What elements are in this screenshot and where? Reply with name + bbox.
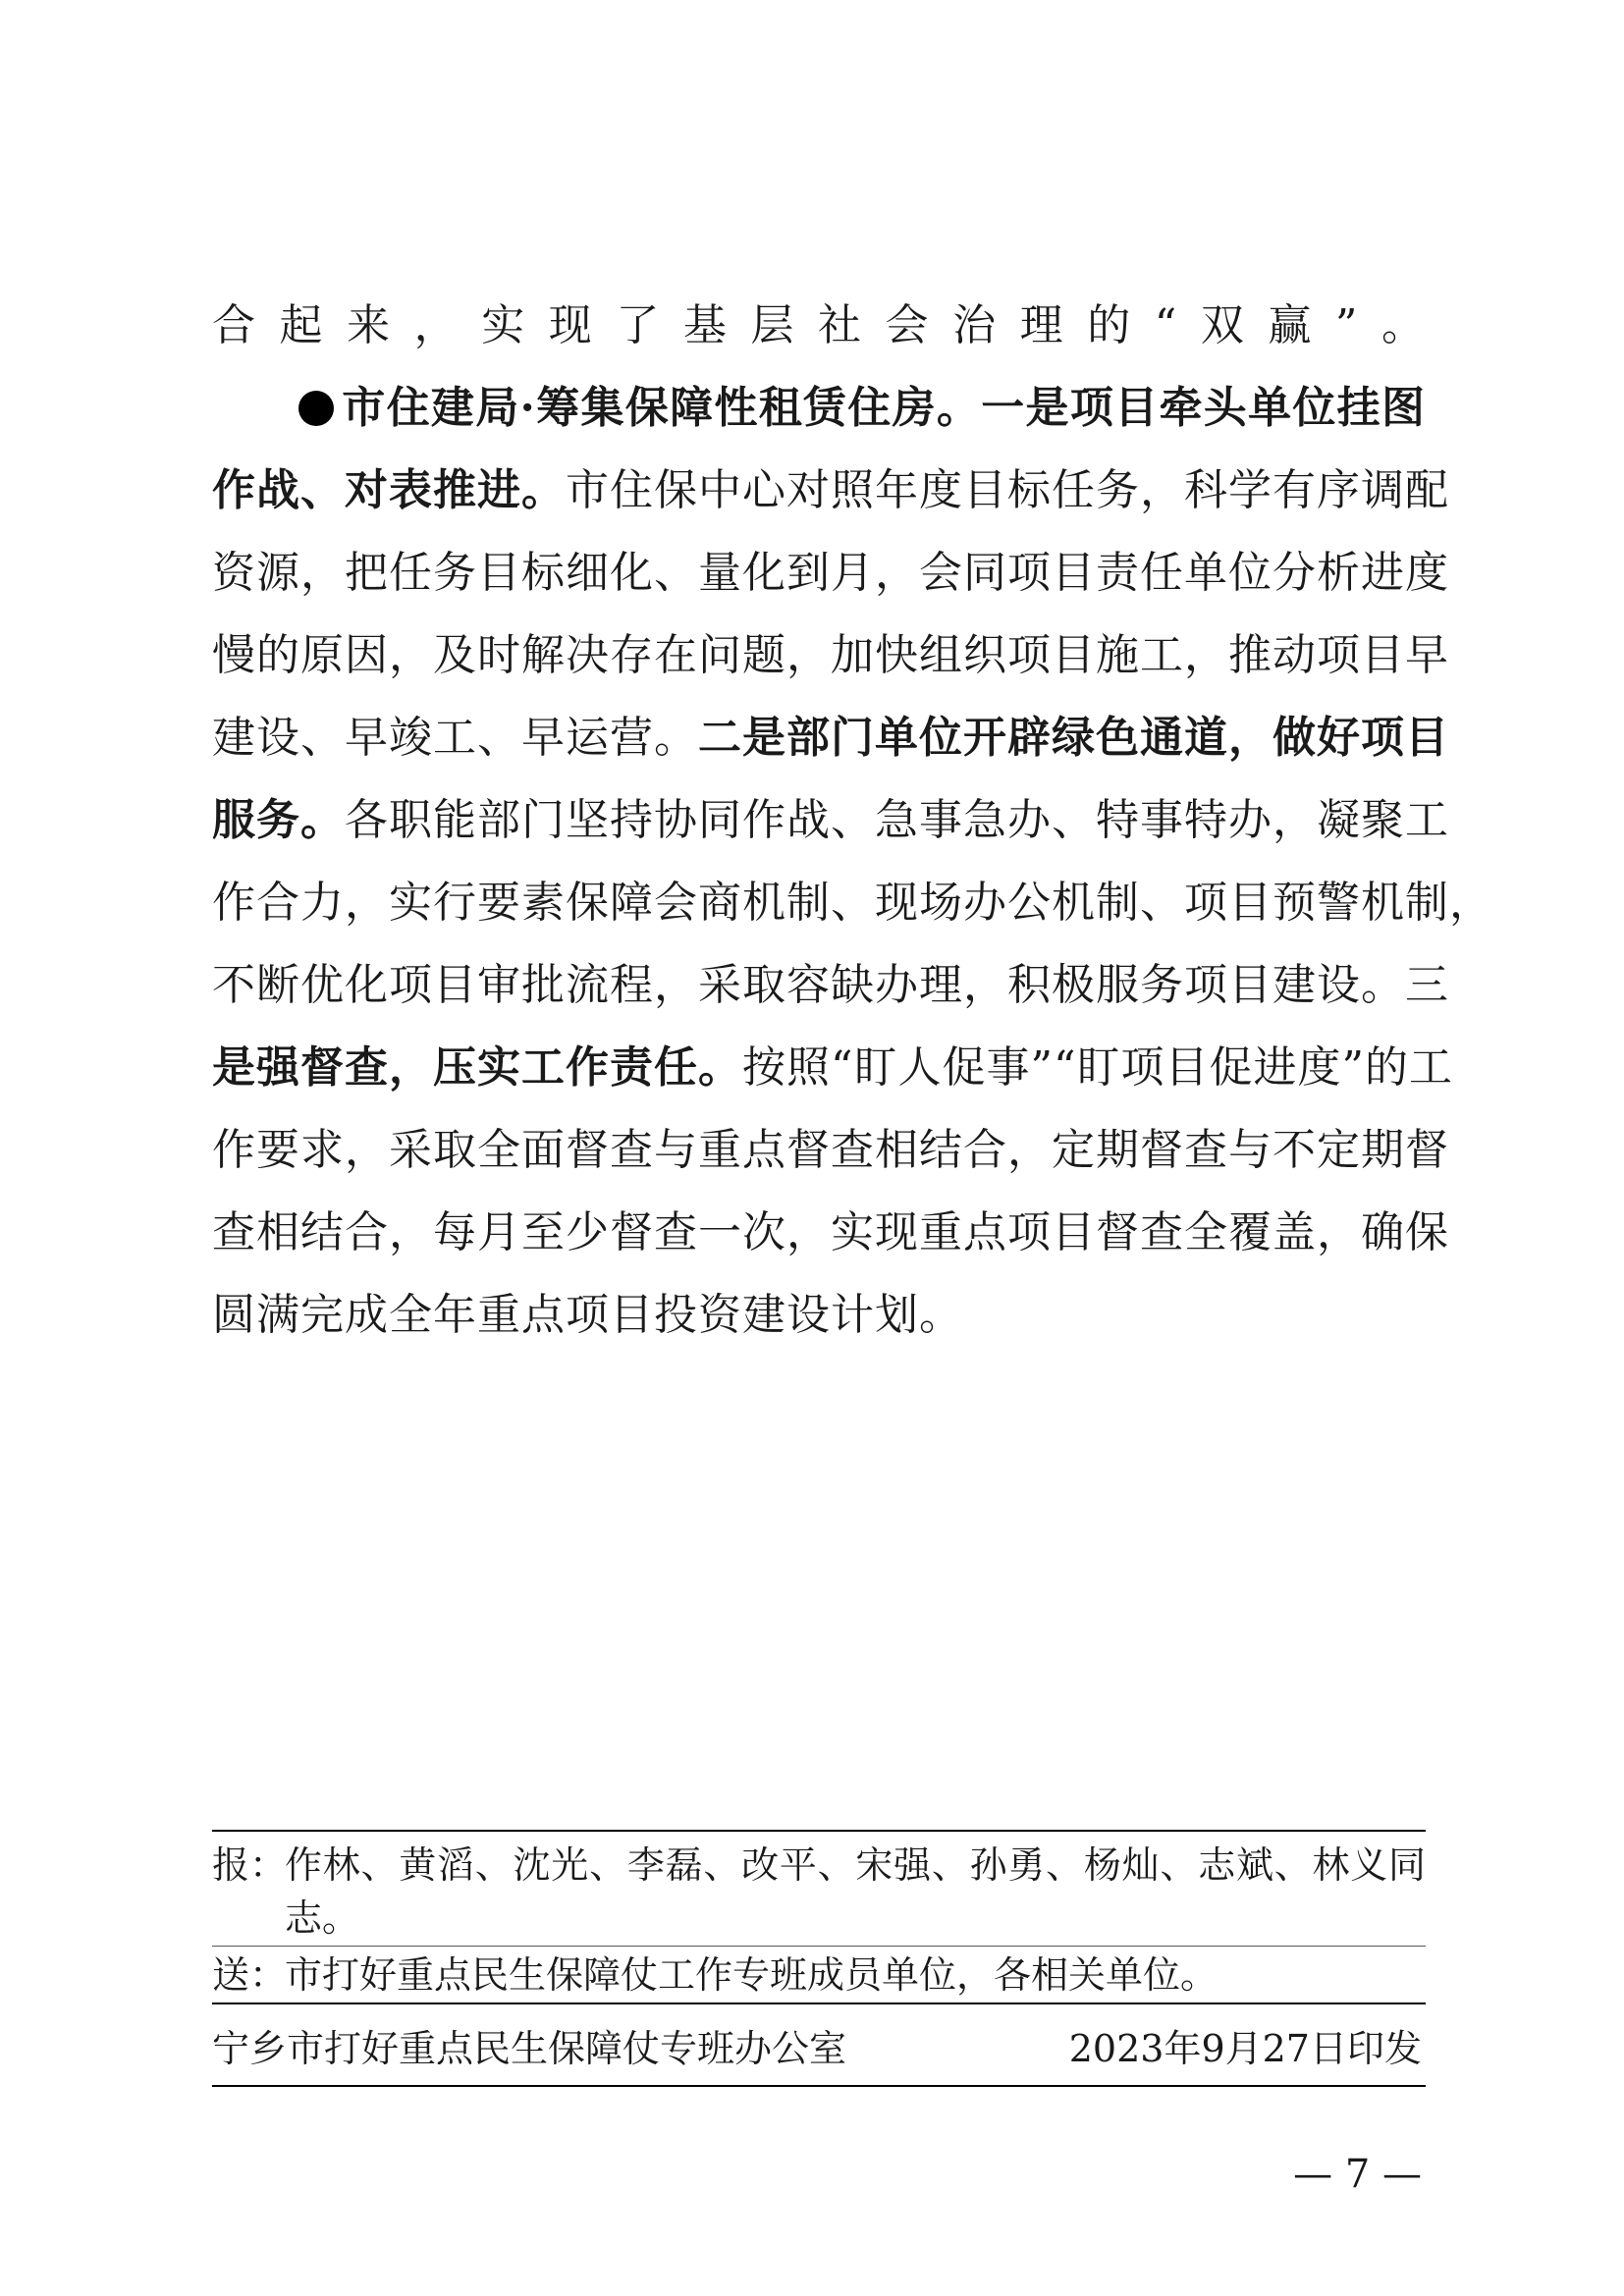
report-recipients-cont: 志。	[285, 1896, 360, 1940]
send-recipients: 市打好重点民生保障仗工作专班成员单位，各相关单位。	[285, 1953, 1218, 1997]
body-line: 慢的原因，及时解决存在问题，加快组织项目施工，推动项目早	[212, 630, 1449, 680]
body-line: 作合力，实行要素保障会商机制、现场办公机制、项目预警机制，	[212, 878, 1493, 928]
body-line: 作要求，采取全面督查与重点督查相结合，定期督查与不定期督	[212, 1125, 1449, 1175]
body-line: 合起来，实现了基层社会治理的“双赢”。	[212, 300, 1426, 350]
body-line: 查相结合，每月至少督查一次，实现重点项目督查全覆盖，确保	[212, 1207, 1449, 1257]
report-label: 报：	[212, 1843, 288, 1887]
section-heading-line: 市住建局·筹集保障性租赁住房。一是项目牵头单位挂图	[298, 367, 1426, 450]
bullet-icon	[298, 391, 334, 426]
issuing-office: 宁乡市打好重点民生保障仗专班办公室	[212, 2027, 847, 2070]
body-line: 作战、对表推进。市住保中心对照年度目标任务，科学有序调配	[212, 465, 1449, 515]
body-line: 不断优化项目审批流程，采取容缺办理，积极服务项目建设。三	[212, 960, 1449, 1010]
issue-date: 2023年9月27日印发	[1068, 2027, 1422, 2070]
send-label: 送：	[212, 1953, 288, 1997]
body-line: 服务。各职能部门坚持协同作战、急事急办、特事特办，凝聚工	[212, 795, 1449, 845]
body-line: 圆满完成全年重点项目投资建设计划。	[212, 1290, 963, 1340]
report-recipients: 作林、黄滔、沈光、李磊、改平、宋强、孙勇、杨灿、志斌、林义同	[285, 1843, 1426, 1887]
page-number: — 7 —	[1293, 2152, 1422, 2197]
body-line: 资源，把任务目标细化、量化到月，会同项目责任单位分析进度	[212, 548, 1449, 598]
body-line: 是强督查，压实工作责任。按照“盯人促事”“盯项目促进度”的工	[212, 1042, 1453, 1093]
body-line: 建设、早竣工、早运营。二是部门单位开辟绿色通道，做好项目	[212, 713, 1449, 763]
divider	[212, 2085, 1426, 2087]
divider	[212, 2002, 1426, 2004]
divider	[212, 1830, 1426, 1832]
